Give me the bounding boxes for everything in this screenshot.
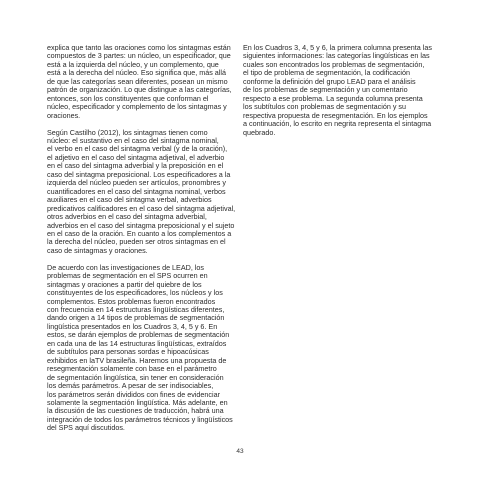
page-number: 43 [236, 448, 244, 455]
left-text-column [47, 44, 247, 433]
left-paragraph-1: explica que tanto las oraciones como los sintagmas están compuestos de 3 partes: un núcleo, un especificador, que está a la izquierda del núcleo, y un complemento, que está a la derecha del núcleo. Eso significa que, más allá de que las categorías sean diferentes, posean un mismo patrón de organización. Lo que distingue a las categorías, entonces, son los constituyentes que conforman el núcleo, especificador y complemento de los sintagmas y oraciones. [47, 43, 232, 120]
left-paragraph-2: Según Castilho (2012), los sintagmas tienen como núcleo: el sustantivo en el caso del sintagma nominal, el verbo en el caso del sintagma verbal (y de la oración), el adjetivo en el caso del sintagma adjetival, el adverbio en el caso del sintagma adverbial y la preposición en el caso del sintagma preposicional. Los especificadores a la izquierda del núcleo pueden ser artículos, pronombres y cuantificadores en el caso del sintagma nominal, verbos auxiliares en el caso del sintagma verbal, adverbios predicativos calificadores en el caso del sintagma adjetival, otros adverbios en el caso del sintagma adverbial, adverbios en el caso del sintagma preposicional y el sujeto en el caso de la oración. En cuanto a los complementos a la derecha del núcleo, pueden ser otros sintagmas en el caso de sintagmas y oraciones. [47, 127, 236, 255]
right-text-column [243, 44, 441, 137]
left-paragraph-3: De acuerdo con las investigaciones de LEAD, los problemas de segmentación en el SPS ocurren en sintagmas y oraciones a partir del quiebre de los constituyentes de los especificadores, los núcleos y los complementos. Estos problemas fueron encontrados con frecuencia en 14 estructuras lingüísticas diferentes, dando origen a 14 tipos de problemas de segmentación lingüística presentados en los Cuadros 3, 4, 5 y 6. En estos, se darán ejemplos de problemas de segmentación en cada una de las 14 estructuras lingüísticas, extraídos de subtítulos para personas sordas e hipoacúsicas exhibidos en laTV brasileña. Haremos una propuesta de resegmentación solamente con base en el parámetro de segmentación lingüística, sin tener en consideración los demás parámetros. A pesar de ser indisociables, los parámetros serán divididos con fines de evidenciar solamente la segmentación lingüística. Más adelante, en la discusión de las cuestiones de traducción, habrá una integración de todos los parámetros técnicos y lingüísticos del SPS aquí discutidos. [47, 262, 233, 433]
right-paragraph-1: En los Cuadros 3, 4, 5 y 6, la primera columna presenta las siguientes informaciones: las categorías lingüísticas en las cuales son encontrados los problemas de segmentación, el tipo de problema de segmentación, la codificación conforme la definición del grupo LEAD para el análisis de los problemas de segmentación y un comentario respecto a ese problema. La segunda columna presenta los subtítulos con problemas de segmentación y su respectiva propuesta de resegmentación. En los ejemplos a continuación, lo escrito en negrita representa el sintagma quebrado. [243, 43, 432, 137]
